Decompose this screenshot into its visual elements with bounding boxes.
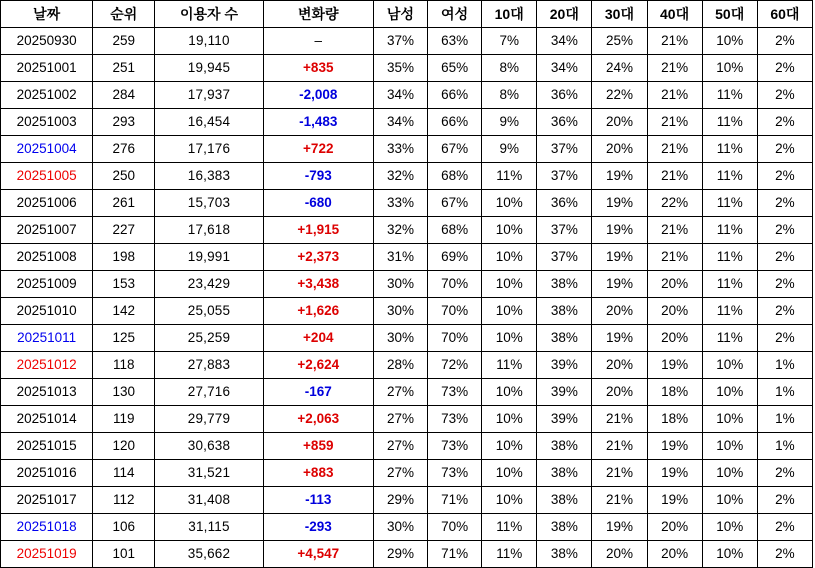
cell-change: +883 bbox=[263, 460, 373, 487]
table-row bbox=[1, 136, 813, 163]
cell-age-40s: 18% bbox=[647, 379, 702, 406]
cell-male: 27% bbox=[373, 406, 427, 433]
cell-age-30s: 24% bbox=[592, 55, 647, 82]
cell-age-60s: 2% bbox=[757, 271, 812, 298]
cell-age-10s: 10% bbox=[482, 298, 537, 325]
cell-rank: 293 bbox=[93, 109, 155, 136]
cell-age-60s: 2% bbox=[757, 55, 812, 82]
cell-users: 15,703 bbox=[155, 190, 263, 217]
cell-age-50s: 11% bbox=[702, 136, 757, 163]
cell-male: 32% bbox=[373, 163, 427, 190]
cell-rank: 112 bbox=[93, 487, 155, 514]
cell-users: 25,259 bbox=[155, 325, 263, 352]
table-row bbox=[1, 487, 813, 514]
cell-rank: 259 bbox=[93, 28, 155, 55]
cell-male: 29% bbox=[373, 487, 427, 514]
cell-age-50s: 10% bbox=[702, 541, 757, 568]
cell-age-30s: 21% bbox=[592, 406, 647, 433]
cell-age-60s: 2% bbox=[757, 514, 812, 541]
cell-rank: 120 bbox=[93, 433, 155, 460]
cell-age-10s: 11% bbox=[482, 163, 537, 190]
cell-change: +835 bbox=[263, 55, 373, 82]
cell-age-30s: 20% bbox=[592, 352, 647, 379]
cell-age-40s: 21% bbox=[647, 109, 702, 136]
cell-date: 20251006 bbox=[1, 190, 93, 217]
cell-female: 72% bbox=[428, 352, 482, 379]
cell-female: 71% bbox=[428, 487, 482, 514]
cell-rank: 118 bbox=[93, 352, 155, 379]
cell-users: 25,055 bbox=[155, 298, 263, 325]
table-body bbox=[1, 28, 813, 568]
cell-age-60s: 2% bbox=[757, 82, 812, 109]
cell-age-50s: 10% bbox=[702, 433, 757, 460]
cell-age-20s: 39% bbox=[537, 352, 592, 379]
cell-age-10s: 10% bbox=[482, 217, 537, 244]
cell-rank: 130 bbox=[93, 379, 155, 406]
cell-age-20s: 38% bbox=[537, 433, 592, 460]
cell-age-60s: 2% bbox=[757, 136, 812, 163]
cell-users: 19,110 bbox=[155, 28, 263, 55]
cell-date: 20251017 bbox=[1, 487, 93, 514]
cell-age-10s: 11% bbox=[482, 514, 537, 541]
cell-date: 20251012 bbox=[1, 352, 93, 379]
cell-female: 63% bbox=[428, 28, 482, 55]
cell-male: 30% bbox=[373, 325, 427, 352]
cell-male: 30% bbox=[373, 298, 427, 325]
cell-age-20s: 38% bbox=[537, 298, 592, 325]
cell-female: 71% bbox=[428, 541, 482, 568]
cell-male: 35% bbox=[373, 55, 427, 82]
table-header bbox=[1, 1, 813, 28]
cell-age-10s: 10% bbox=[482, 406, 537, 433]
cell-age-20s: 38% bbox=[537, 541, 592, 568]
cell-change: -2,008 bbox=[263, 82, 373, 109]
cell-change: +1,915 bbox=[263, 217, 373, 244]
cell-change: +859 bbox=[263, 433, 373, 460]
cell-age-20s: 34% bbox=[537, 28, 592, 55]
cell-female: 68% bbox=[428, 163, 482, 190]
cell-age-40s: 21% bbox=[647, 82, 702, 109]
cell-age-50s: 11% bbox=[702, 82, 757, 109]
cell-age-30s: 22% bbox=[592, 82, 647, 109]
cell-female: 65% bbox=[428, 55, 482, 82]
column-header-age-40s: 40대 bbox=[647, 1, 702, 28]
cell-rank: 114 bbox=[93, 460, 155, 487]
cell-users: 17,618 bbox=[155, 217, 263, 244]
cell-age-10s: 11% bbox=[482, 352, 537, 379]
cell-change: +3,438 bbox=[263, 271, 373, 298]
cell-date: 20251002 bbox=[1, 82, 93, 109]
cell-age-60s: 2% bbox=[757, 325, 812, 352]
cell-female: 66% bbox=[428, 82, 482, 109]
column-header-date: 날짜 bbox=[1, 1, 93, 28]
cell-rank: 276 bbox=[93, 136, 155, 163]
cell-age-20s: 36% bbox=[537, 190, 592, 217]
cell-rank: 251 bbox=[93, 55, 155, 82]
cell-change: -680 bbox=[263, 190, 373, 217]
cell-age-40s: 20% bbox=[647, 298, 702, 325]
column-header-rank: 순위 bbox=[93, 1, 155, 28]
cell-age-40s: 19% bbox=[647, 352, 702, 379]
cell-rank: 142 bbox=[93, 298, 155, 325]
cell-age-50s: 10% bbox=[702, 406, 757, 433]
table-row bbox=[1, 298, 813, 325]
cell-age-60s: 1% bbox=[757, 406, 812, 433]
cell-age-60s: 2% bbox=[757, 109, 812, 136]
cell-change: -113 bbox=[263, 487, 373, 514]
cell-age-60s: 1% bbox=[757, 379, 812, 406]
column-header-change: 변화량 bbox=[263, 1, 373, 28]
cell-female: 69% bbox=[428, 244, 482, 271]
cell-age-60s: 2% bbox=[757, 298, 812, 325]
cell-male: 30% bbox=[373, 514, 427, 541]
cell-age-30s: 25% bbox=[592, 28, 647, 55]
cell-change: +204 bbox=[263, 325, 373, 352]
cell-female: 73% bbox=[428, 379, 482, 406]
cell-users: 35,662 bbox=[155, 541, 263, 568]
cell-female: 73% bbox=[428, 460, 482, 487]
cell-female: 70% bbox=[428, 514, 482, 541]
cell-date: 20251015 bbox=[1, 433, 93, 460]
cell-age-30s: 20% bbox=[592, 298, 647, 325]
cell-male: 31% bbox=[373, 244, 427, 271]
cell-age-40s: 21% bbox=[647, 28, 702, 55]
cell-rank: 153 bbox=[93, 271, 155, 298]
cell-age-40s: 21% bbox=[647, 244, 702, 271]
cell-date: 20251016 bbox=[1, 460, 93, 487]
cell-age-50s: 10% bbox=[702, 514, 757, 541]
cell-date: 20251018 bbox=[1, 514, 93, 541]
cell-male: 30% bbox=[373, 271, 427, 298]
cell-age-10s: 10% bbox=[482, 244, 537, 271]
cell-age-10s: 9% bbox=[482, 136, 537, 163]
table-row bbox=[1, 406, 813, 433]
cell-age-30s: 20% bbox=[592, 136, 647, 163]
column-header-female: 여성 bbox=[428, 1, 482, 28]
cell-rank: 106 bbox=[93, 514, 155, 541]
cell-age-20s: 39% bbox=[537, 406, 592, 433]
cell-age-60s: 2% bbox=[757, 541, 812, 568]
cell-age-60s: 2% bbox=[757, 460, 812, 487]
cell-age-30s: 19% bbox=[592, 217, 647, 244]
cell-date: 20251011 bbox=[1, 325, 93, 352]
column-header-age-50s: 50대 bbox=[702, 1, 757, 28]
cell-date: 20251004 bbox=[1, 136, 93, 163]
cell-female: 67% bbox=[428, 190, 482, 217]
cell-male: 33% bbox=[373, 136, 427, 163]
cell-change: +2,624 bbox=[263, 352, 373, 379]
cell-male: 29% bbox=[373, 541, 427, 568]
cell-age-30s: 20% bbox=[592, 379, 647, 406]
cell-female: 70% bbox=[428, 325, 482, 352]
cell-female: 68% bbox=[428, 217, 482, 244]
cell-age-10s: 11% bbox=[482, 541, 537, 568]
cell-age-20s: 37% bbox=[537, 217, 592, 244]
cell-date: 20251013 bbox=[1, 379, 93, 406]
cell-age-20s: 37% bbox=[537, 163, 592, 190]
cell-users: 19,991 bbox=[155, 244, 263, 271]
cell-change: -1,483 bbox=[263, 109, 373, 136]
cell-age-10s: 8% bbox=[482, 55, 537, 82]
cell-age-20s: 38% bbox=[537, 460, 592, 487]
cell-female: 70% bbox=[428, 298, 482, 325]
cell-age-30s: 19% bbox=[592, 163, 647, 190]
cell-age-50s: 11% bbox=[702, 271, 757, 298]
cell-age-50s: 11% bbox=[702, 109, 757, 136]
cell-age-10s: 10% bbox=[482, 487, 537, 514]
cell-female: 66% bbox=[428, 109, 482, 136]
cell-female: 73% bbox=[428, 433, 482, 460]
cell-female: 73% bbox=[428, 406, 482, 433]
cell-age-30s: 21% bbox=[592, 433, 647, 460]
cell-male: 27% bbox=[373, 460, 427, 487]
cell-age-30s: 19% bbox=[592, 514, 647, 541]
cell-date: 20251010 bbox=[1, 298, 93, 325]
cell-male: 28% bbox=[373, 352, 427, 379]
cell-age-50s: 10% bbox=[702, 487, 757, 514]
cell-age-50s: 11% bbox=[702, 190, 757, 217]
header-row bbox=[1, 1, 813, 28]
cell-male: 27% bbox=[373, 379, 427, 406]
cell-change: +2,063 bbox=[263, 406, 373, 433]
cell-users: 31,521 bbox=[155, 460, 263, 487]
cell-age-40s: 20% bbox=[647, 271, 702, 298]
cell-age-60s: 2% bbox=[757, 487, 812, 514]
cell-age-50s: 11% bbox=[702, 163, 757, 190]
table-row bbox=[1, 352, 813, 379]
cell-rank: 101 bbox=[93, 541, 155, 568]
cell-date: 20251005 bbox=[1, 163, 93, 190]
cell-age-20s: 36% bbox=[537, 109, 592, 136]
cell-age-50s: 10% bbox=[702, 352, 757, 379]
cell-date: 20251014 bbox=[1, 406, 93, 433]
cell-age-50s: 10% bbox=[702, 379, 757, 406]
cell-age-60s: 1% bbox=[757, 433, 812, 460]
table-row bbox=[1, 190, 813, 217]
cell-age-20s: 38% bbox=[537, 487, 592, 514]
cell-male: 37% bbox=[373, 28, 427, 55]
table-row bbox=[1, 514, 813, 541]
column-header-age-20s: 20대 bbox=[537, 1, 592, 28]
cell-users: 19,945 bbox=[155, 55, 263, 82]
column-header-male: 남성 bbox=[373, 1, 427, 28]
cell-change: – bbox=[263, 28, 373, 55]
cell-age-60s: 1% bbox=[757, 352, 812, 379]
cell-age-50s: 10% bbox=[702, 55, 757, 82]
table-row bbox=[1, 460, 813, 487]
cell-age-50s: 10% bbox=[702, 28, 757, 55]
table-row bbox=[1, 433, 813, 460]
cell-age-40s: 19% bbox=[647, 433, 702, 460]
cell-age-30s: 20% bbox=[592, 541, 647, 568]
cell-rank: 119 bbox=[93, 406, 155, 433]
table-row bbox=[1, 379, 813, 406]
cell-rank: 198 bbox=[93, 244, 155, 271]
cell-users: 27,883 bbox=[155, 352, 263, 379]
cell-age-10s: 8% bbox=[482, 82, 537, 109]
cell-age-10s: 10% bbox=[482, 190, 537, 217]
cell-users: 16,383 bbox=[155, 163, 263, 190]
cell-change: +1,626 bbox=[263, 298, 373, 325]
column-header-age-30s: 30대 bbox=[592, 1, 647, 28]
cell-age-20s: 39% bbox=[537, 379, 592, 406]
table-row bbox=[1, 244, 813, 271]
column-header-users: 이용자 수 bbox=[155, 1, 263, 28]
cell-age-30s: 19% bbox=[592, 190, 647, 217]
cell-age-60s: 2% bbox=[757, 163, 812, 190]
table-row bbox=[1, 541, 813, 568]
cell-age-10s: 10% bbox=[482, 460, 537, 487]
column-header-age-10s: 10대 bbox=[482, 1, 537, 28]
table-row bbox=[1, 28, 813, 55]
cell-date: 20250930 bbox=[1, 28, 93, 55]
cell-rank: 125 bbox=[93, 325, 155, 352]
cell-users: 23,429 bbox=[155, 271, 263, 298]
cell-age-40s: 19% bbox=[647, 460, 702, 487]
cell-users: 17,176 bbox=[155, 136, 263, 163]
table-row bbox=[1, 82, 813, 109]
table-row bbox=[1, 163, 813, 190]
cell-age-30s: 20% bbox=[592, 109, 647, 136]
cell-male: 34% bbox=[373, 109, 427, 136]
cell-age-20s: 38% bbox=[537, 514, 592, 541]
cell-change: -293 bbox=[263, 514, 373, 541]
cell-users: 30,638 bbox=[155, 433, 263, 460]
cell-change: +2,373 bbox=[263, 244, 373, 271]
cell-age-20s: 38% bbox=[537, 271, 592, 298]
cell-age-30s: 19% bbox=[592, 325, 647, 352]
cell-age-20s: 37% bbox=[537, 136, 592, 163]
cell-age-10s: 10% bbox=[482, 379, 537, 406]
cell-female: 67% bbox=[428, 136, 482, 163]
cell-users: 29,779 bbox=[155, 406, 263, 433]
table-row bbox=[1, 217, 813, 244]
cell-female: 70% bbox=[428, 271, 482, 298]
cell-age-40s: 21% bbox=[647, 217, 702, 244]
cell-age-40s: 21% bbox=[647, 136, 702, 163]
cell-age-20s: 34% bbox=[537, 55, 592, 82]
cell-users: 31,408 bbox=[155, 487, 263, 514]
cell-age-50s: 11% bbox=[702, 244, 757, 271]
cell-date: 20251003 bbox=[1, 109, 93, 136]
cell-age-10s: 7% bbox=[482, 28, 537, 55]
cell-age-40s: 21% bbox=[647, 55, 702, 82]
cell-date: 20251009 bbox=[1, 271, 93, 298]
cell-change: +4,547 bbox=[263, 541, 373, 568]
cell-age-20s: 36% bbox=[537, 82, 592, 109]
cell-age-60s: 2% bbox=[757, 244, 812, 271]
cell-age-20s: 37% bbox=[537, 244, 592, 271]
cell-male: 32% bbox=[373, 217, 427, 244]
cell-date: 20251019 bbox=[1, 541, 93, 568]
cell-age-50s: 11% bbox=[702, 217, 757, 244]
cell-age-40s: 22% bbox=[647, 190, 702, 217]
cell-users: 17,937 bbox=[155, 82, 263, 109]
cell-age-60s: 2% bbox=[757, 28, 812, 55]
cell-rank: 227 bbox=[93, 217, 155, 244]
cell-age-40s: 21% bbox=[647, 163, 702, 190]
cell-age-40s: 20% bbox=[647, 325, 702, 352]
cell-rank: 261 bbox=[93, 190, 155, 217]
cell-users: 16,454 bbox=[155, 109, 263, 136]
table-row bbox=[1, 271, 813, 298]
cell-age-30s: 21% bbox=[592, 460, 647, 487]
cell-age-40s: 20% bbox=[647, 541, 702, 568]
cell-male: 34% bbox=[373, 82, 427, 109]
cell-age-30s: 19% bbox=[592, 244, 647, 271]
cell-users: 27,716 bbox=[155, 379, 263, 406]
cell-age-60s: 2% bbox=[757, 217, 812, 244]
cell-age-40s: 19% bbox=[647, 487, 702, 514]
cell-age-40s: 20% bbox=[647, 514, 702, 541]
table-row bbox=[1, 55, 813, 82]
cell-age-60s: 2% bbox=[757, 190, 812, 217]
cell-date: 20251001 bbox=[1, 55, 93, 82]
cell-change: +722 bbox=[263, 136, 373, 163]
cell-users: 31,115 bbox=[155, 514, 263, 541]
cell-date: 20251007 bbox=[1, 217, 93, 244]
cell-male: 27% bbox=[373, 433, 427, 460]
cell-age-10s: 10% bbox=[482, 271, 537, 298]
cell-rank: 250 bbox=[93, 163, 155, 190]
cell-date: 20251008 bbox=[1, 244, 93, 271]
cell-age-30s: 19% bbox=[592, 271, 647, 298]
table-row bbox=[1, 325, 813, 352]
cell-male: 33% bbox=[373, 190, 427, 217]
cell-change: -167 bbox=[263, 379, 373, 406]
column-header-age-60s: 60대 bbox=[757, 1, 812, 28]
cell-rank: 284 bbox=[93, 82, 155, 109]
cell-age-30s: 21% bbox=[592, 487, 647, 514]
cell-change: -793 bbox=[263, 163, 373, 190]
cell-age-50s: 11% bbox=[702, 325, 757, 352]
table-row bbox=[1, 109, 813, 136]
cell-age-20s: 38% bbox=[537, 325, 592, 352]
cell-age-10s: 10% bbox=[482, 325, 537, 352]
cell-age-50s: 11% bbox=[702, 298, 757, 325]
cell-age-10s: 9% bbox=[482, 109, 537, 136]
cell-age-10s: 10% bbox=[482, 433, 537, 460]
cell-age-50s: 10% bbox=[702, 460, 757, 487]
cell-age-40s: 18% bbox=[647, 406, 702, 433]
